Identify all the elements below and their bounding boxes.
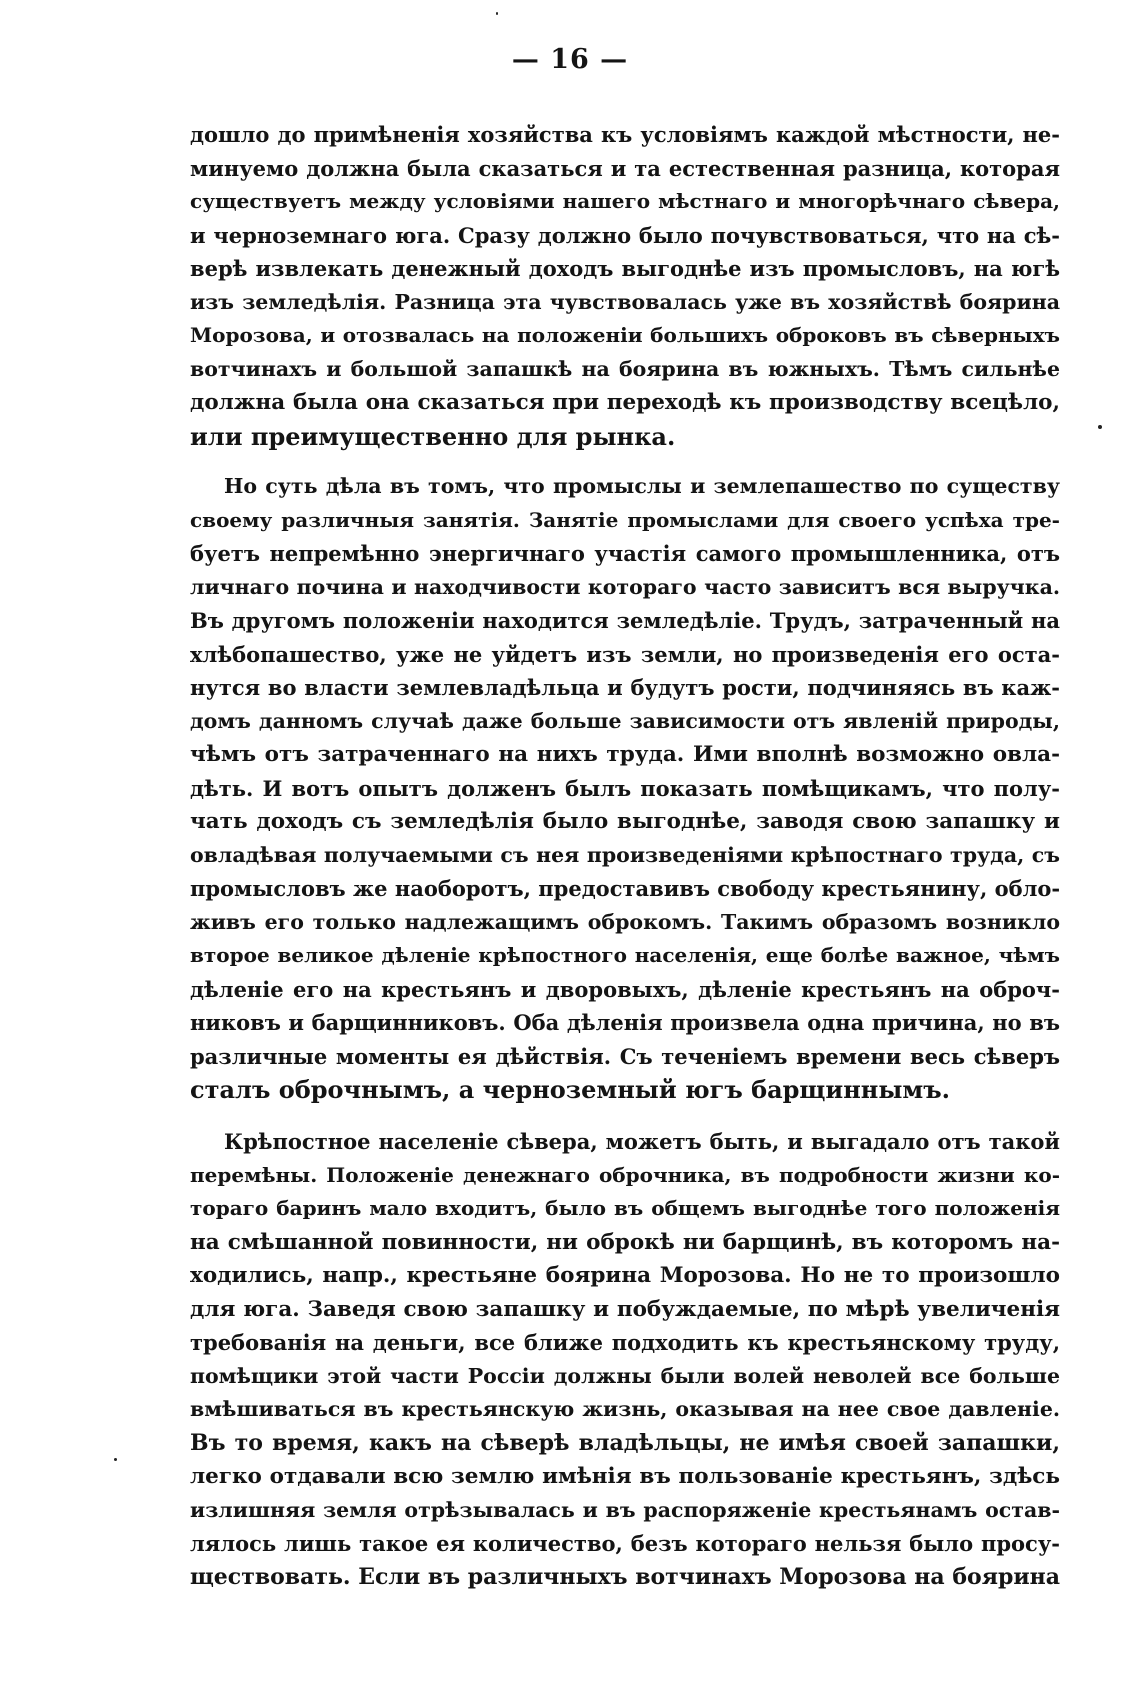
text-line: верѣ извлекать денежный доходъ выгоднѣе изъ промысловъ, на югѣ [190,256,1060,281]
text-line: дѣть. И вотъ опытъ долженъ былъ показать помѣщикамъ, что полу- [190,775,1060,801]
text-line: буетъ непремѣнно энергичнаго участія самого промышленника, отъ [190,541,1060,566]
text-line: чѣмъ отъ затраченнаго на нихъ труда. Ими вполнѣ возможно овла- [190,742,1060,767]
text-line: различные моменты ея дѣйствія. Съ теченіемъ времени весь сѣверъ [190,1043,1060,1069]
text-line: домъ данномъ случаѣ даже больше зависимости отъ явленій природы, [190,708,1060,733]
page-number: — 16 — [511,44,629,75]
text-line: или преимущественно для рынка. [190,421,676,451]
text-line: вотчинахъ и большой запашкѣ на боярина въ южныхъ. Тѣмъ сильнѣе [190,356,1060,381]
text-line: Въ другомъ положеніи находится земледѣліе. Трудъ, затраченный на [190,608,1060,633]
text-line: перемѣны. Положеніе денежнаго оброчника, въ подробности жизни ко- [190,1162,1060,1187]
text-line: помѣщики этой части Россіи должны были волей неволей все больше [190,1363,1060,1388]
text-line: Въ то время, какъ на сѣверѣ владѣльцы, не имѣя своей запашки, [190,1429,1060,1456]
text-line: дошло до примѣненія хозяйства къ условіямъ каждой мѣстности, не- [190,122,1060,147]
text-line: легко отдавали всю землю имѣнія въ пользованіе крестьянъ, здѣсь [190,1464,1060,1489]
text-line: ходились, напр., крестьяне боярина Морозова. Но не то произошло [190,1263,1060,1288]
text-line: и черноземнаго юга. Сразу должно было почувствоваться, что на сѣ- [190,222,1060,248]
text-line: сталъ оброчнымъ, а черноземный югъ барщиннымъ. [190,1075,950,1104]
text-line: хлѣбопашество, уже не уйдетъ изъ земли, но произведенія его оста- [190,641,1060,667]
text-line: промысловъ же наоборотъ, предоставивъ свободу крестьянину, обло- [190,876,1060,901]
text-line: требованія на деньги, все ближе подходить къ крестьянскому труду, [190,1330,1060,1355]
scan-speck [114,1458,117,1461]
paragraph-1 [190,118,1060,453]
text-line: изъ земледѣлія. Разница эта чувствовалась уже въ хозяйствѣ боярина [190,289,1060,314]
text-line: Морозова, и отозвалась на положеніи большихъ оброковъ въ сѣверныхъ [190,323,1060,347]
text-line: личнаго почина и находчивости котораго часто зависитъ вся выручка. [190,574,1060,599]
text-line: никовъ и барщинниковъ. Оба дѣленія произвела одна причина, но въ [190,1010,1060,1035]
text-line: излишняя земля отрѣзывалась и въ распоряженіе крестьянамъ остав- [190,1497,1060,1522]
text-line: существуетъ между условіями нашего мѣстнаго и многорѣчнаго сѣвера, [190,189,1060,213]
text-line: овладѣвая получаемыми съ нея произведеніями крѣпостнаго труда, съ [190,842,1060,867]
text-line: лялось лишь такое ея количество, безъ котораго нельзя было просу- [190,1531,1060,1556]
text-line: вмѣшиваться въ крестьянскую жизнь, оказывая на нее свое давленіе. [190,1397,1060,1421]
scan-speck [1098,425,1102,429]
text-line: тораго баринъ мало входитъ, было въ общемъ выгоднѣе того положенія [190,1196,1060,1220]
text-line: живъ его только надлежащимъ оброкомъ. Такимъ образомъ возникло [190,909,1060,934]
text-line: для юга. Заведя свою запашку и побуждаемые, по мѣрѣ увеличенія [190,1296,1060,1322]
text-line: Крѣпостное населеніе сѣвера, можетъ быть, и выгадало отъ такой [224,1129,1060,1154]
paragraph-3 [190,1125,1060,1594]
text-line: второе великое дѣленіе крѣпостного населенія, еще болѣе важное, чѣмъ [190,943,1060,967]
text-line: минуемо должна была сказаться и та естественная разница, которая [190,155,1060,181]
scan-speck [496,12,498,15]
text-line: на смѣшанной повинности, ни оброкѣ ни барщинѣ, въ которомъ на- [190,1229,1060,1255]
paragraph-2 [190,470,1060,1107]
text-line: нутся во власти землевладѣльца и будутъ рости, подчиняясь въ каж- [190,675,1060,700]
text-line: своему различныя занятія. Занятіе промыслами для своего успѣха тре- [190,507,1060,532]
text-line: должна была она сказаться при переходѣ къ производству всецѣло, [190,390,1060,415]
text-line: дѣленіе его на крестьянъ и дворовыхъ, дѣленіе крестьянъ на оброч- [190,976,1060,1002]
text-line: ществовать. Если въ различныхъ вотчинахъ Морозова на боярина [190,1563,1060,1590]
text-line: чать доходъ съ земледѣлія было выгоднѣе, заводя свою запашку и [190,809,1060,834]
text-line: Но суть дѣла въ томъ, что промыслы и землепашество по существу [224,474,1060,498]
